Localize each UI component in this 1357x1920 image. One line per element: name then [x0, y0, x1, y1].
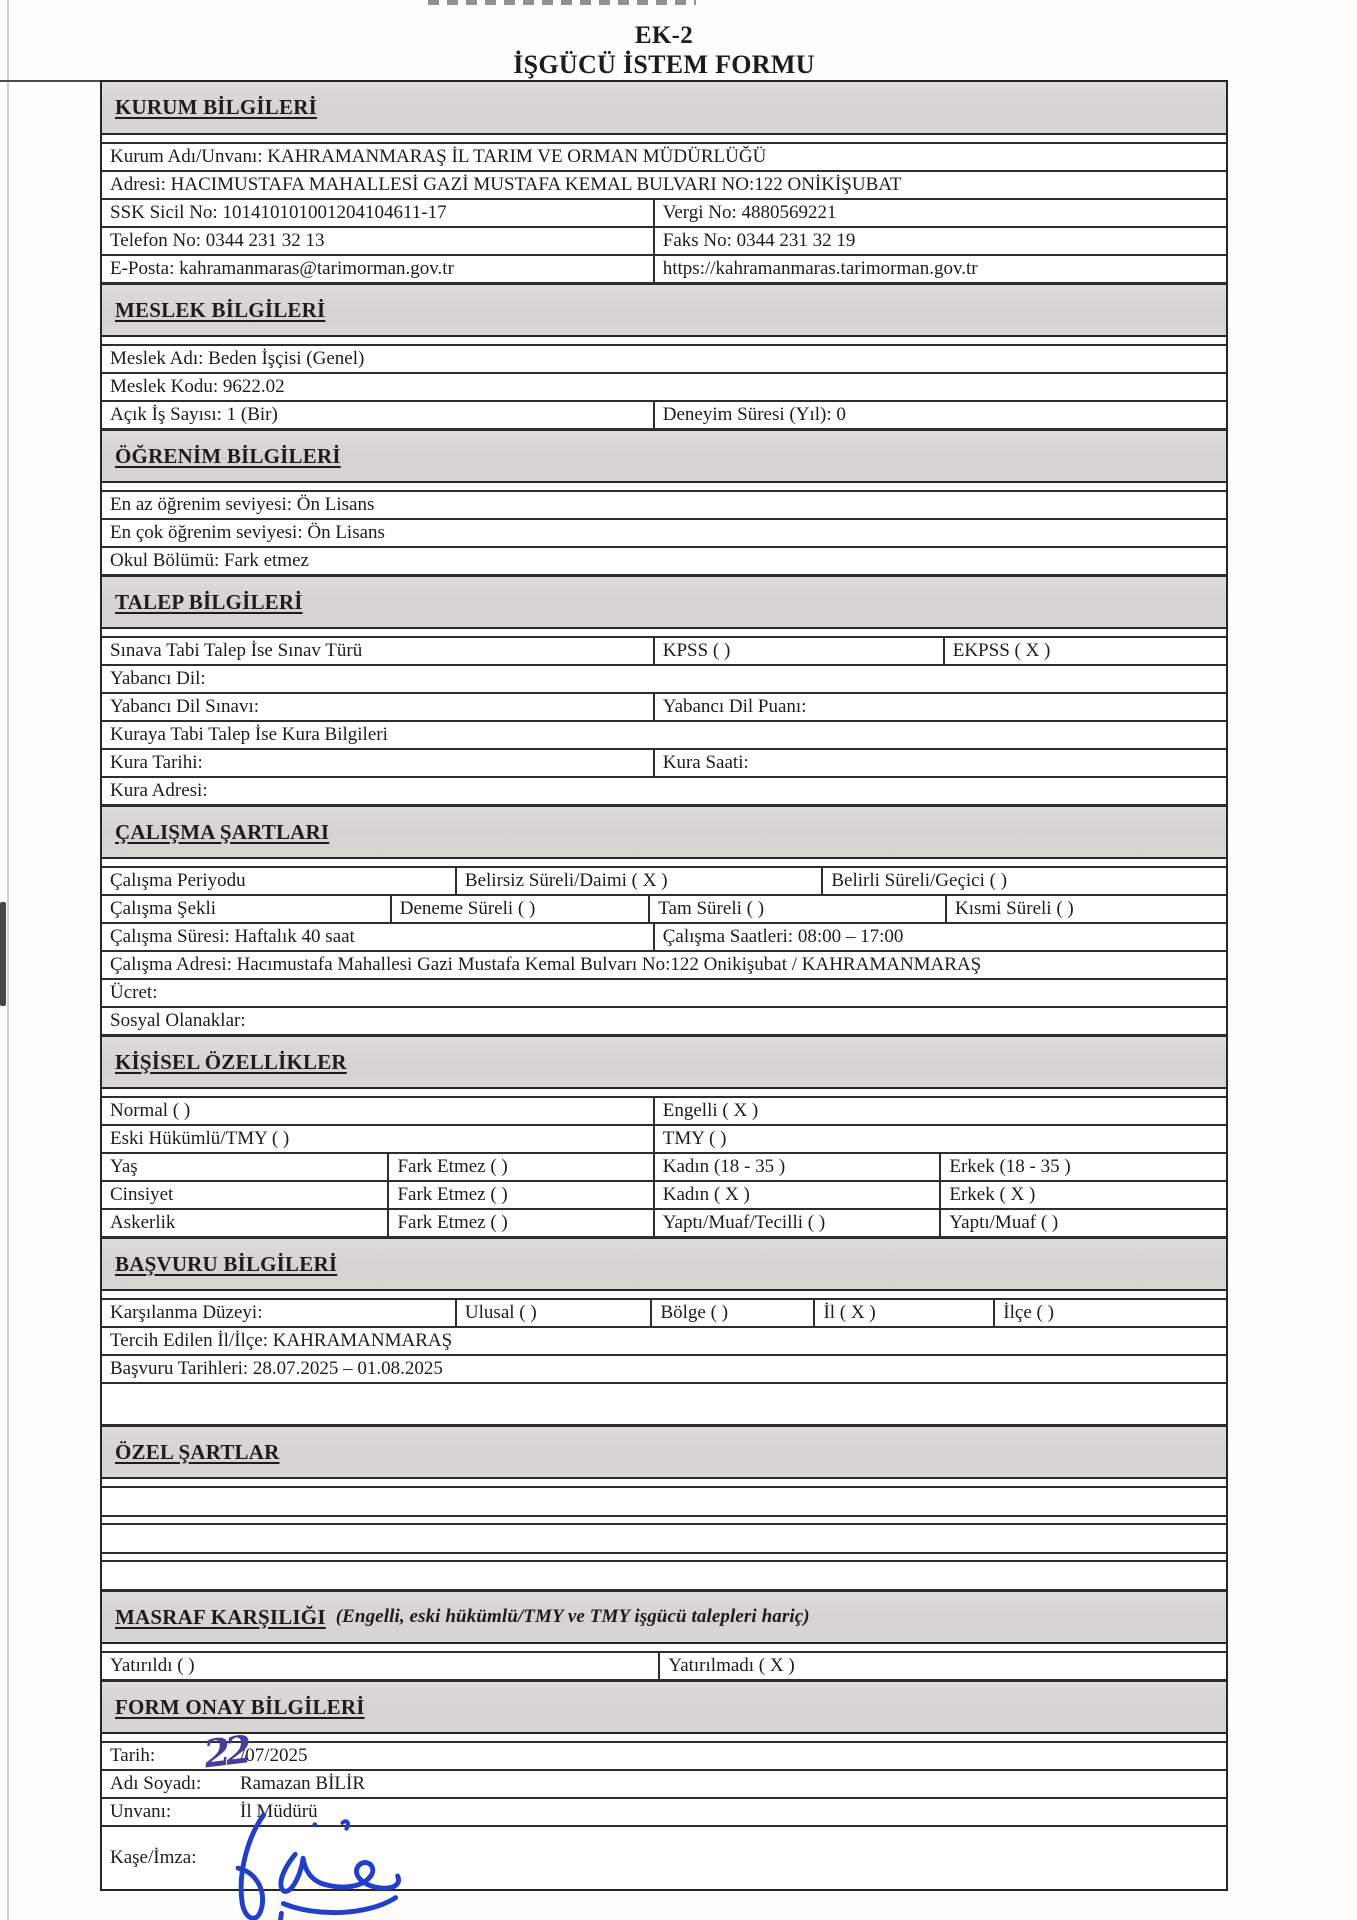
section-title-calisma: ÇALIŞMA ŞARTLARI — [115, 819, 330, 844]
section-title-kurum: KURUM BİLGİLERİ — [115, 95, 317, 119]
tarih-printed-value: /07/2025 — [240, 1745, 308, 1767]
field-belirsiz-sureli-checkbox: Belirsiz Süreli/Daimi ( X ) — [455, 868, 821, 894]
field-acik-is-sayisi: Açık İş Sayısı: 1 (Bir) — [110, 404, 278, 426]
field-calisma-suresi: Çalışma Süresi: Haftalık 40 saat — [110, 926, 355, 948]
signature-image — [198, 1811, 416, 1920]
row-en-cok-ogrenim — [102, 520, 1226, 548]
field-en-az-ogrenim: En az öğrenim seviyesi: Ön Lisans — [110, 494, 375, 516]
field-kpss-checkbox: KPSS ( ) — [653, 638, 943, 664]
field-meslek-adi: Meslek Adı: Beden İşçisi (Genel) — [110, 348, 365, 370]
row-ssk-vergi — [102, 200, 1226, 228]
unvani-label: Unvanı: — [110, 1801, 172, 1823]
row-gap — [102, 1554, 1226, 1562]
row-sosyal-olanaklar — [102, 1008, 1226, 1036]
field-kura-tarihi: Kura Tarihi: — [110, 752, 203, 774]
field-yas-kadin-checkbox: Kadın (18 - 35 ) — [653, 1154, 940, 1180]
row-kase-imza — [102, 1827, 1226, 1889]
row-basvuru-tarihleri — [102, 1356, 1226, 1384]
section-header-ogrenim-bilgileri — [102, 430, 1226, 483]
row-kura-adresi — [102, 778, 1226, 806]
field-eposta: E-Posta: kahramanmaras@tarimorman.gov.tr — [110, 258, 454, 280]
field-ekpss-checkbox: EKPSS ( X ) — [943, 638, 1226, 664]
section-header-kisisel-ozellikler — [102, 1036, 1226, 1089]
row-calisma-periyodu — [102, 868, 1226, 896]
row-telefon-faks — [102, 228, 1226, 256]
row-yabanci-dil — [102, 666, 1226, 694]
section-gap — [102, 1479, 1226, 1488]
row-eski-hukumlu-tmy — [102, 1126, 1226, 1154]
field-ilce-checkbox: İlçe ( ) — [993, 1300, 1226, 1326]
document-title-block — [100, 22, 1228, 79]
row-adres — [102, 172, 1226, 200]
unvani-value: İl Müdürü — [240, 1801, 318, 1823]
field-il-checkbox: İl ( X ) — [813, 1300, 993, 1326]
row-normal-engelli — [102, 1098, 1226, 1126]
row-acik-is-deneyim — [102, 402, 1226, 430]
row-adi-soyadi — [102, 1771, 1226, 1799]
row-ozel-sartlar-empty-2 — [102, 1525, 1226, 1554]
section-header-talep-bilgileri — [102, 576, 1226, 629]
section-gap — [102, 483, 1226, 492]
field-yatirilmadi-checkbox: Yatırılmadı ( X ) — [658, 1653, 1226, 1679]
row-ucret — [102, 980, 1226, 1008]
field-kura-saati: Kura Saati: — [653, 750, 1226, 776]
section-header-meslek-bilgileri — [102, 284, 1226, 337]
field-yas-erkek-checkbox: Erkek (18 - 35 ) — [939, 1154, 1226, 1180]
field-adi-soyadi — [102, 1771, 1226, 1797]
row-gap — [102, 1517, 1226, 1525]
field-sinav-turu-label: Sınava Tabi Talep İse Sınav Türü — [110, 640, 363, 662]
row-ozel-sartlar-empty-3 — [102, 1562, 1226, 1591]
row-cinsiyet — [102, 1182, 1226, 1210]
field-adres: Adresi: HACIMUSTAFA MAHALLESİ GAZİ MUSTAFA KEMAL BULVARI NO:122 ONİKİŞUBAT — [110, 174, 902, 196]
section-header-kurum-bilgileri — [102, 82, 1226, 135]
row-kura-tarih-saat — [102, 750, 1226, 778]
row-masraf — [102, 1653, 1226, 1681]
field-karsilanma-duzeyi-label: Karşılanma Düzeyi: — [110, 1302, 263, 1324]
row-okul-bolumu — [102, 548, 1226, 576]
field-yas-label: Yaş — [110, 1156, 138, 1178]
field-engelli-checkbox: Engelli ( X ) — [653, 1098, 1226, 1124]
field-meslek-kodu: Meslek Kodu: 9622.02 — [110, 376, 285, 398]
field-cinsiyet-erkek-checkbox: Erkek ( X ) — [939, 1182, 1226, 1208]
section-gap — [102, 1734, 1226, 1743]
section-header-basvuru-bilgileri — [102, 1238, 1226, 1291]
section-title-ogrenim: ÖĞRENİM BİLGİLERİ — [115, 443, 341, 468]
field-vergi-no: Vergi No: 4880569221 — [653, 200, 1226, 226]
field-sosyal-olanaklar: Sosyal Olanaklar: — [110, 1010, 246, 1032]
row-kura-bilgileri — [102, 722, 1226, 750]
field-calisma-adresi: Çalışma Adresi: Hacımustafa Mahallesi Gazi Mustafa Kemal Bulvarı No:122 Onikişubat / KAHRAMANMARAŞ — [110, 954, 982, 976]
section-title-talep: TALEP BİLGİLERİ — [115, 589, 303, 614]
scan-artifact-rule-extension — [0, 80, 102, 82]
field-yabanci-dil-sinavi: Yabancı Dil Sınavı: — [110, 696, 260, 718]
row-tercih-edilen-il — [102, 1328, 1226, 1356]
field-kura-bilgileri: Kuraya Tabi Talep İse Kura Bilgileri — [110, 724, 388, 746]
row-calisma-suresi — [102, 924, 1226, 952]
row-en-az-ogrenim — [102, 492, 1226, 520]
field-calisma-periyodu-label: Çalışma Periyodu — [110, 870, 246, 892]
row-yas — [102, 1154, 1226, 1182]
row-ozel-sartlar-empty-1 — [102, 1488, 1226, 1517]
field-ozel-sart-3 — [102, 1562, 1226, 1589]
section-gap — [102, 1089, 1226, 1098]
page-title: İŞGÜCÜ İSTEM FORMU — [513, 50, 815, 79]
field-yabanci-dil-puani: Yabancı Dil Puanı: — [653, 694, 1226, 720]
section-title-kisisel: KİŞİSEL ÖZELLİKLER — [115, 1049, 347, 1074]
annex-tag: EK-2 — [634, 22, 694, 49]
tarih-label: Tarih: — [110, 1745, 156, 1767]
scan-artifact-page-edge — [7, 0, 9, 1920]
row-calisma-adresi — [102, 952, 1226, 980]
blank-spacer — [102, 1384, 1226, 1426]
row-yabanci-dil-sinavi — [102, 694, 1226, 722]
adi-soyadi-value: Ramazan BİLİR — [240, 1773, 366, 1795]
field-cinsiyet-farketmez-checkbox: Fark Etmez ( ) — [387, 1182, 652, 1208]
row-askerlik — [102, 1210, 1226, 1238]
field-normal-checkbox: Normal ( ) — [110, 1100, 191, 1122]
section-note-masraf: (Engelli, eski hükümlü/TMY ve TMY işgücü talepleri hariç) — [335, 1606, 810, 1627]
field-calisma-sekli-label: Çalışma Şekli — [110, 898, 217, 920]
field-telefon-no: Telefon No: 0344 231 32 13 — [110, 230, 325, 252]
field-tam-sureli-checkbox: Tam Süreli ( ) — [648, 896, 945, 922]
row-sinav-turu — [102, 638, 1226, 666]
field-ozel-sart-1 — [102, 1488, 1226, 1515]
field-kismi-sureli-checkbox: Kısmi Süreli ( ) — [945, 896, 1226, 922]
row-calisma-sekli — [102, 896, 1226, 924]
row-kurum-adi — [102, 144, 1226, 172]
field-web-adresi: https://kahramanmaras.tarimorman.gov.tr — [653, 256, 1226, 282]
section-gap — [102, 859, 1226, 868]
section-gap — [102, 1291, 1226, 1300]
field-tercih-edilen-il: Tercih Edilen İl/İlçe: KAHRAMANMARAŞ — [110, 1330, 453, 1352]
section-gap — [102, 135, 1226, 144]
scan-artifact-edge-mark — [0, 902, 6, 1006]
section-gap — [102, 629, 1226, 638]
field-yas-farketmez-checkbox: Fark Etmez ( ) — [387, 1154, 652, 1180]
field-okul-bolumu: Okul Bölümü: Fark etmez — [110, 550, 309, 572]
field-basvuru-tarihleri: Başvuru Tarihleri: 28.07.2025 – 01.08.2025 — [110, 1358, 443, 1380]
field-ozel-sart-2 — [102, 1525, 1226, 1552]
field-deneyim-suresi: Deneyim Süresi (Yıl): 0 — [653, 402, 1226, 428]
field-askerlik-yapti-checkbox: Yaptı/Muaf ( ) — [939, 1210, 1226, 1236]
section-header-masraf-karsiligi — [102, 1591, 1226, 1644]
adi-soyadi-label: Adı Soyadı: — [110, 1773, 202, 1795]
row-meslek-adi — [102, 346, 1226, 374]
row-eposta-web — [102, 256, 1226, 284]
section-header-form-onay — [102, 1681, 1226, 1734]
section-header-ozel-sartlar — [102, 1426, 1226, 1479]
section-gap — [102, 1644, 1226, 1653]
field-kurum-adi: Kurum Adı/Unvanı: KAHRAMANMARAŞ İL TARIM VE ORMAN MÜDÜRLÜĞÜ — [110, 146, 767, 168]
field-yabanci-dil: Yabancı Dil: — [110, 668, 206, 690]
field-tarih — [102, 1743, 1226, 1769]
field-kura-adresi: Kura Adresi: — [110, 780, 208, 802]
section-title-masraf: MASRAF KARŞILIĞI — [115, 1604, 326, 1629]
field-deneme-sureli-checkbox: Deneme Süreli ( ) — [390, 896, 649, 922]
field-belirli-sureli-checkbox: Belirli Süreli/Geçici ( ) — [821, 868, 1226, 894]
section-gap — [102, 337, 1226, 346]
section-header-calisma-sartlari — [102, 806, 1226, 859]
field-cinsiyet-label: Cinsiyet — [110, 1184, 174, 1206]
field-eski-hukumlu-checkbox: Eski Hükümlü/TMY ( ) — [110, 1128, 290, 1150]
field-askerlik-label: Askerlik — [110, 1212, 176, 1234]
row-meslek-kodu — [102, 374, 1226, 402]
section-title-ozel: ÖZEL ŞARTLAR — [115, 1439, 280, 1464]
field-bolge-checkbox: Bölge ( ) — [650, 1300, 813, 1326]
field-faks-no: Faks No: 0344 231 32 19 — [653, 228, 1226, 254]
field-ucret: Ücret: — [110, 982, 158, 1004]
field-askerlik-tecilli-checkbox: Yaptı/Muaf/Tecilli ( ) — [653, 1210, 940, 1236]
row-tarih — [102, 1726, 1226, 1777]
kase-imza-label: Kaşe/İmza: — [110, 1847, 197, 1869]
form-table — [100, 80, 1228, 1891]
field-cinsiyet-kadin-checkbox: Kadın ( X ) — [653, 1182, 940, 1208]
field-yatirildi-checkbox: Yatırıldı ( ) — [110, 1655, 195, 1677]
field-ssk-sicil-no: SSK Sicil No: 101410101001204104611-17 — [110, 202, 447, 224]
section-title-onay: FORM ONAY BİLGİLERİ — [115, 1694, 365, 1719]
section-title-meslek: MESLEK BİLGİLERİ — [115, 297, 326, 322]
handwritten-day: 22 — [201, 1726, 250, 1777]
row-karsilanma-duzeyi — [102, 1300, 1226, 1328]
field-en-cok-ogrenim: En çok öğrenim seviyesi: Ön Lisans — [110, 522, 385, 544]
field-calisma-saatleri: Çalışma Saatleri: 08:00 – 17:00 — [653, 924, 1226, 950]
field-askerlik-farketmez-checkbox: Fark Etmez ( ) — [387, 1210, 652, 1236]
section-title-basvuru: BAŞVURU BİLGİLERİ — [115, 1251, 338, 1276]
field-ulusal-checkbox: Ulusal ( ) — [455, 1300, 651, 1326]
scan-artifact-top — [428, 0, 696, 5]
field-tmy-checkbox: TMY ( ) — [653, 1126, 1226, 1152]
